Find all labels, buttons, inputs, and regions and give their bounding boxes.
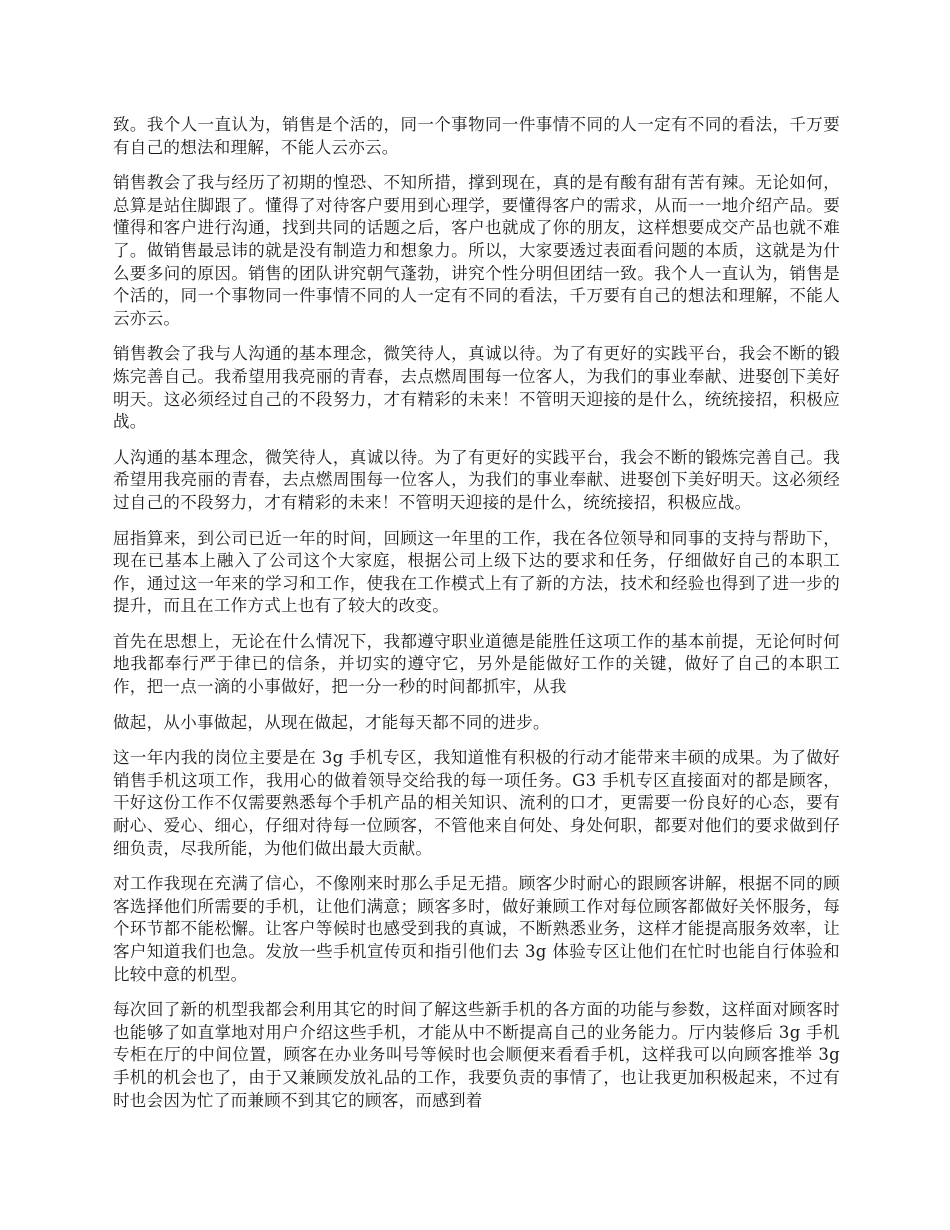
document-body — [113, 114, 840, 1125]
paragraph: 销售教会了我与经历了初期的惶恐、不知所措，撑到现在，真的是有酸有甜有苦有辣。无论如何，总算是站住脚跟了。懂得了对待客户要用到心理学，要懂得客户的需求，从而一一地介绍产品。要懂得和客户进行沟通，找到共同的话题之后，客户也就成了你的朋友，这样想要成交产品也就不难了。做销售最忌讳的就是没有制造力和想象力。所以，大家要透过表面看问题的本质，这就是为什么要多问的原因。销售的团队讲究朝气蓬勃，讲究个性分明但团结一致。我个人一直认为，销售是个活的，同一个事物同一件事情不同的人一定有不同的看法，千万要有自己的想法和理解，不能人云亦云。 — [113, 173, 840, 328]
paragraph: 销售教会了我与人沟通的基本理念，微笑待人，真诚以待。为了有更好的实践平台，我会不断的锻炼完善自己。我希望用我亮丽的青春，去点燃周围每一位客人，为我们的事业奉献、进娶创下美好明天。这必须经过自己的不段努力，才有精彩的未来！不管明天迎接的是什么，统统接招，积极应战。 — [113, 344, 840, 432]
paragraph: 屈指算来，到公司已近一年的时间，回顾这一年里的工作，我在各位领导和同事的支持与帮助下，现在已基本上融入了公司这个大家庭，根据公司上级下达的要求和任务，仔细做好自己的本职工作，通过这一年来的学习和工作，使我在工作模式上有了新的方法，技术和经验也得到了进一步的提升，而且在工作方式上也有了较大的改变。 — [113, 528, 840, 616]
paragraph: 人沟通的基本理念，微笑待人，真诚以待。为了有更好的实践平台，我会不断的锻炼完善自己。我希望用我亮丽的青春，去点燃周围每一位客人，为我们的事业奉献、进娶创下美好明天。这必须经过自己的不段努力，才有精彩的未来！不管明天迎接的是什么，统统接招，积极应战。 — [113, 447, 840, 512]
paragraph: 做起，从小事做起，从现在做起，才能每天都不同的进步。 — [113, 712, 550, 732]
paragraph: 对工作我现在充满了信心，不像刚来时那么手足无措。顾客少时耐心的跟顾客讲解，根据不同的顾客选择他们所需要的手机，让他们满意；顾客多时，做好兼顾工作对每位顾客都做好关怀服务，每个环节都不能松懈。让客户等候时也感受到我的真诚，不断熟悉业务，这样才能提高服务效率，让客户知道我们也急。发放一些手机宣传页和指引他们去 3g 体验专区让他们在忙时也能自行体验和比较中意的机型。 — [113, 874, 840, 984]
paragraph: 首先在思想上，无论在什么情况下，我都遵守职业道德是能胜任这项工作的基本前提，无论何时何地我都奉行严于律已的信条，并切实的遵守它，另外是能做好工作的关键，做好了自己的本职工作，把一点一滴的小事做好，把一分一秒的时间都抓牢，从我 — [113, 631, 840, 697]
paragraph: 致。我个人一直认为，销售是个活的，同一个事物同一件事情不同的人一定有不同的看法，千万要有自己的想法和理解，不能人云亦云。 — [113, 115, 840, 157]
paragraph: 这一年内我的岗位主要是在 3g 手机专区，我知道惟有积极的行动才能带来丰硕的成果。为了做好销售手机这项工作，我用心的做着领导交给我的每一项任务。G3 手机专区直接面对的都是顾客，干好这份工作不仅需要熟悉每个手机产品的相关知识、流利的口才，更需要一份良好的心态，要有耐心、爱心、细心，仔细对待每一位顾客，不管他来自何处、身处何职，都要对他们的要求做到仔细负责，尽我所能，为他们做出最大贡献。 — [113, 748, 840, 858]
paragraph: 每次回了新的机型我都会利用其它的时间了解这些新手机的各方面的功能与参数，这样面对顾客时也能够了如直掌地对用户介绍这些手机，才能从中不断提高自己的业务能力。厅内装修后 3g 手机专柜在厅的中间位置，顾客在办业务叫号等候时也会顺便来看看手机，这样我可以向顾客推举 3g 手机的机会也了，由于又兼顾发放礼品的工作，我要负责的事情了，也让我更加积极起来，不过有时也会因为忙了而兼顾不到其它的顾客，而感到着 — [113, 1000, 840, 1110]
